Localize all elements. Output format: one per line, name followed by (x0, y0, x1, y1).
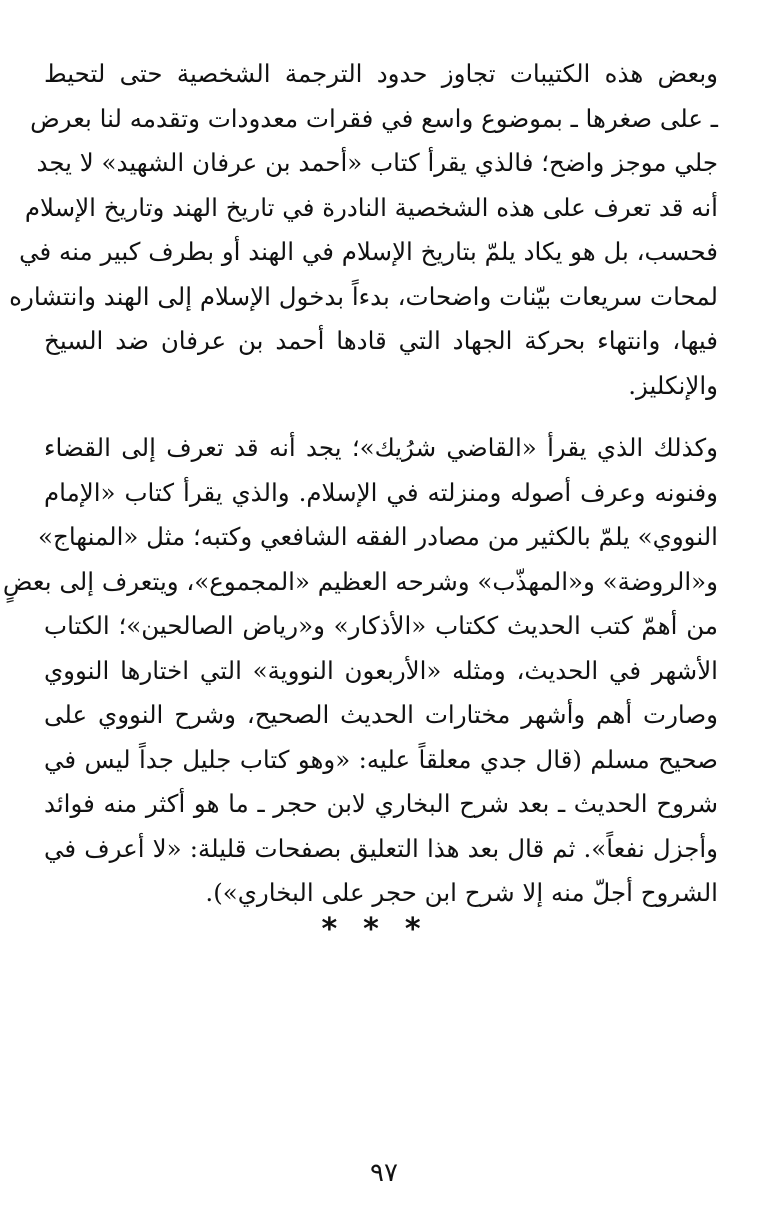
text-line: فيها، وانتهاء بحركة الجهاد التي قادها أحمد بن عرفان ضد السيخ (44, 326, 718, 355)
text-line: ـ على صغرها ـ بموضوع واسع في فقرات معدودات وتقدمه لنا بعرض (30, 103, 718, 133)
page-number: ٩٧ (370, 1158, 398, 1188)
text-line: فحسب، بل هو يكاد يلمّ بتاريخ الإسلام في الهند أو بطرف كبير منه في (19, 237, 718, 266)
text-line: شروح الحديث ـ بعد شرح البخاري لابن حجر ـ ما هو أكثر منه فوائد (44, 789, 718, 818)
text-line: صحيح مسلم (قال جدي معلقاً عليه: «وهو كتاب جليل جداً ليس في (44, 744, 718, 774)
text-line: من أهمّ كتب الحديث ككتاب «الأذكار» و«رياض الصالحين»؛ الكتاب (44, 611, 718, 640)
section-separator: *** (321, 912, 447, 947)
text-line: وكذلك الذي يقرأ «القاضي شرُيك»؛ يجد أنه قد تعرف إلى القضاء (44, 433, 718, 462)
text-line: وفنونه وعرف أصوله ومنزلته في الإسلام. والذي يقرأ كتاب «الإمام (44, 477, 718, 507)
paragraph-2 (2, 426, 718, 916)
text-line: وأجزل نفعاً». ثم قال بعد هذا التعليق بصفحات قليلة: «لا أعرف في (44, 833, 718, 863)
text-line: جلي موجز واضح؛ فالذي يقرأ كتاب «أحمد بن عرفان الشهيد» لا يجد (36, 148, 718, 177)
text-line: وصارت أهم وأشهر مختارات الحديث الصحيح، وشرح النووي على (44, 700, 718, 729)
text-line: و«الروضة» و«المهذّب» وشرحه العظيم «المجموع»، ويتعرف إلى بعضٍ (2, 566, 718, 596)
text-line: لمحات سريعات بيّنات واضحات، بدءاً بدخول الإسلام إلى الهند وانتشاره (9, 281, 718, 311)
text-line: أنه قد تعرف على هذه الشخصية النادرة في تاريخ الهند وتاريخ الإسلام (24, 192, 718, 222)
text-line: وبعض هذه الكتيبات تجاوز حدود الترجمة الشخصية حتى لتحيط (44, 59, 718, 88)
text-line: الأشهر في الحديث، ومثله «الأربعون النووية» التي اختارها النووي (44, 655, 718, 685)
text-line: الشروح أجلّ منه إلا شرح ابن حجر على البخاري»). (205, 878, 718, 907)
paragraph-1 (9, 52, 718, 408)
text-line: والإنكليز. (628, 370, 718, 400)
text-line: النووي» يلمّ بالكثير من مصادر الفقه الشافعي وكتبه؛ مثل «المنهاج» (38, 522, 718, 551)
body-text (2, 52, 718, 916)
